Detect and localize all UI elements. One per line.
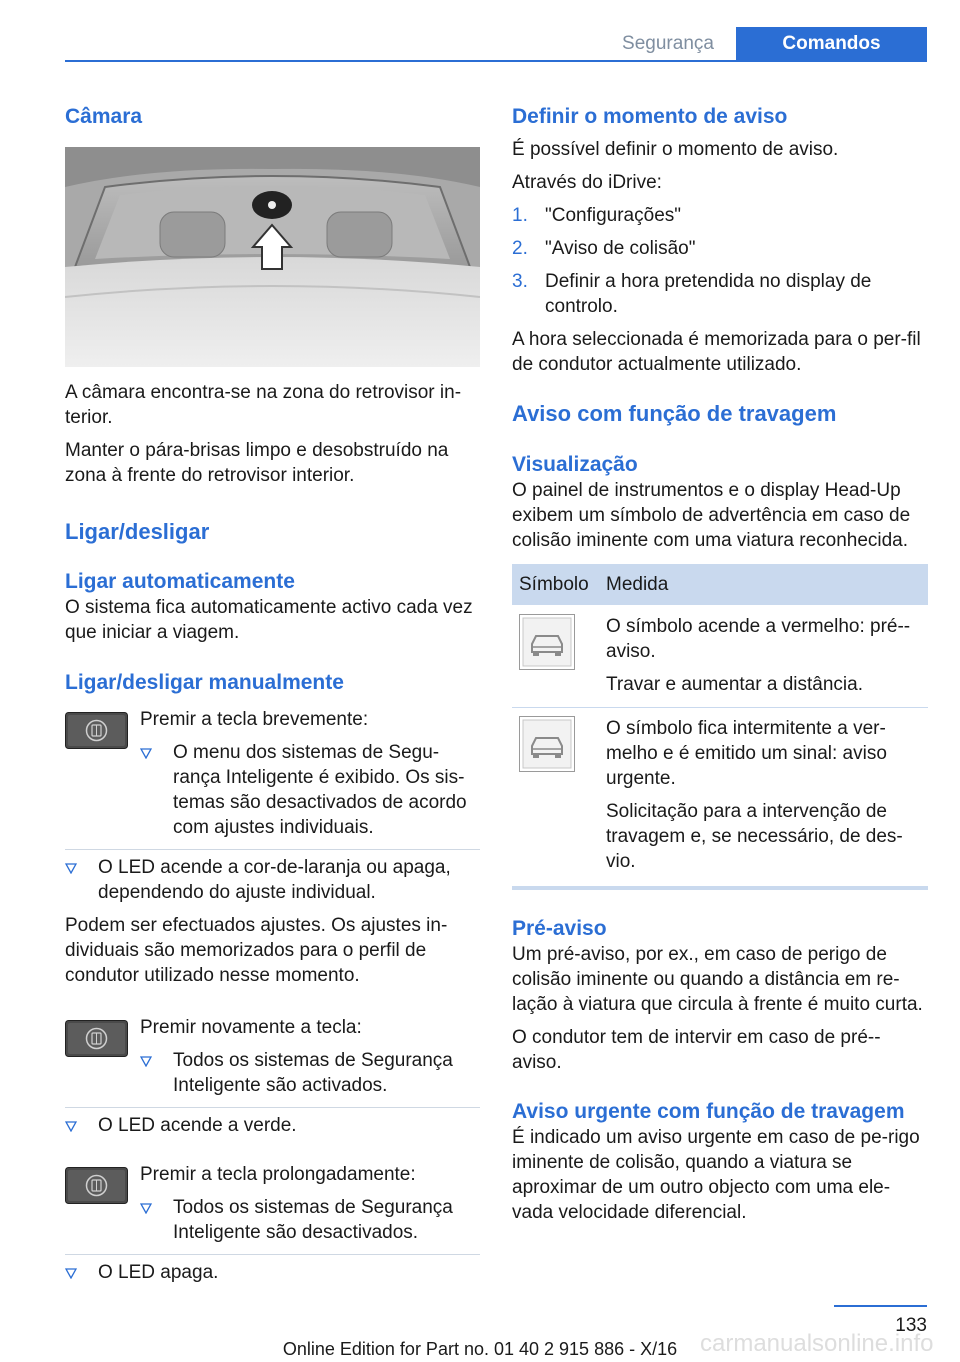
- press-long-block: [65, 1162, 480, 1245]
- safety-button-icon[interactable]: [65, 1020, 128, 1057]
- step-number: 1.: [512, 205, 528, 226]
- triangle-bullet-icon: [65, 1268, 77, 1279]
- triangle-bullet-icon: [140, 1056, 152, 1067]
- press-again-block: [65, 1015, 480, 1098]
- auto-heading: Ligar automaticamente: [65, 570, 295, 593]
- table-row: [512, 708, 928, 884]
- car-warning-icon: [519, 614, 575, 670]
- triangle-bullet-icon: [140, 748, 152, 759]
- windshield-camera-photo: [65, 147, 480, 367]
- press-long-bullet-text: Todos os sistemas de Segurança Inteligente são desactivados.: [173, 1197, 453, 1243]
- led-green-text: O LED acende a verde.: [98, 1115, 297, 1136]
- press-again-text: Premir novamente a tecla:: [140, 1017, 362, 1038]
- divider: [65, 1254, 480, 1255]
- row2-text-b: Solicitação para a intervenção de travagem e, se necessário, de des-vio.: [606, 801, 903, 872]
- press-short-bullet: [140, 740, 480, 840]
- table-row: [512, 605, 928, 707]
- triangle-bullet-icon: [65, 863, 77, 874]
- timing-text-3: A hora seleccionada é memorizada para o per-fil de condutor actualmente utilizado.: [512, 329, 921, 375]
- divider: [65, 849, 480, 850]
- step-number: 2.: [512, 238, 528, 259]
- brake-heading: Aviso com função de travagem: [512, 401, 837, 426]
- manual-heading: Ligar/desligar manualmente: [65, 671, 344, 694]
- right-column: [512, 100, 928, 1225]
- left-column: [65, 100, 480, 1285]
- page-number: 133: [895, 1315, 927, 1336]
- row1-text-a: O símbolo acende a vermelho: pré--aviso.: [606, 616, 911, 662]
- safety-button-icon[interactable]: [65, 1167, 128, 1204]
- led-orange-bullet: [65, 855, 480, 905]
- led-off-text: O LED apaga.: [98, 1262, 219, 1283]
- timing-text-2: Através do iDrive:: [512, 172, 662, 193]
- prewarn-heading: Pré-aviso: [512, 917, 607, 940]
- press-long-bullet: [140, 1195, 480, 1245]
- step-item: [512, 236, 928, 261]
- symbol-table: [512, 564, 928, 890]
- car-warning-icon: [519, 716, 575, 772]
- step-number: 3.: [512, 271, 528, 292]
- on-off-heading: Ligar/desligar: [65, 519, 210, 544]
- edition-note: Online Edition for Part no. 01 40 2 915 886 - X/16: [282, 1339, 678, 1359]
- idrive-steps: [512, 203, 928, 319]
- urgent-text: É indicado um aviso urgente em caso de pe-rigo iminente de colisão, quando a viatura se aproximar de um outro objecto com uma ele-vada velocidade diferencial.: [512, 1127, 920, 1223]
- press-long-text: Premir a tecla prolongadamente:: [140, 1164, 416, 1185]
- led-green-bullet: [65, 1113, 480, 1138]
- prewarn-text-2: O condutor tem de intervir em caso de pré--aviso.: [512, 1027, 881, 1073]
- camera-location-image: [65, 147, 480, 367]
- triangle-bullet-icon: [65, 1121, 77, 1132]
- row2-text-a: O símbolo fica intermitente a ver-melho e é emitido um sinal: aviso urgente.: [606, 718, 887, 789]
- press-again-bullet: [140, 1048, 480, 1098]
- table-bottom-rule: [512, 886, 928, 890]
- timing-heading: Definir o momento de aviso: [512, 105, 788, 128]
- footer-rule: [834, 1305, 927, 1307]
- row1-text-b: Travar e aumentar a distância.: [606, 674, 863, 695]
- step-item: [512, 203, 928, 228]
- col-symbol-header: Símbolo: [519, 574, 589, 595]
- led-orange-text: O LED acende a cor-de-laranja ou apaga, dependendo do ajuste individual.: [98, 857, 451, 903]
- safety-button-icon[interactable]: [65, 712, 128, 749]
- step-text: Definir a hora pretendida no display de controlo.: [545, 271, 872, 317]
- watermark: carmanualsonline.info: [700, 1330, 934, 1357]
- display-heading: Visualização: [512, 453, 638, 476]
- press-short-text: Premir a tecla brevemente:: [140, 709, 369, 730]
- auto-text: O sistema fica automaticamente activo cada vez que iniciar a viagem.: [65, 597, 473, 643]
- press-short-bullet-text: O menu dos sistemas de Segu-rança Inteligente é exibido. Os sis-temas são desactivados de acordo com ajustes individuais.: [173, 742, 467, 838]
- timing-text-1: É possível definir o momento de aviso.: [512, 139, 839, 160]
- display-text: O painel de instrumentos e o display Head-Up exibem um símbolo de advertência em caso de colisão iminente com uma viatura reconhecida.: [512, 480, 911, 551]
- press-short-block: [65, 707, 480, 840]
- led-off-bullet: [65, 1260, 480, 1285]
- urgent-heading: Aviso urgente com função de travagem: [512, 1100, 905, 1123]
- col-measure-header: Medida: [606, 574, 669, 595]
- divider: [65, 1107, 480, 1108]
- tab-comandos[interactable]: Comandos: [736, 27, 927, 62]
- press-again-bullet-text: Todos os sistemas de Segurança Inteligente são activados.: [173, 1050, 453, 1096]
- tab-seguranca[interactable]: Segurança: [622, 33, 714, 54]
- camera-text-1: A câmara encontra-se na zona do retrovisor in-terior.: [65, 382, 462, 428]
- settings-text: Podem ser efectuados ajustes. Os ajustes in-dividuais são memorizados para o perfil de condutor utilizado nesse momento.: [65, 915, 448, 986]
- table-header: [512, 564, 928, 605]
- camera-text-2: Manter o pára-brisas limpo e desobstruído na zona à frente do retrovisor interior.: [65, 440, 449, 486]
- step-text: "Aviso de colisão": [545, 238, 696, 259]
- step-item: [512, 269, 928, 319]
- camera-heading: Câmara: [65, 105, 143, 128]
- step-text: "Configurações": [545, 205, 682, 226]
- triangle-bullet-icon: [140, 1203, 152, 1214]
- prewarn-text-1: Um pré-aviso, por ex., em caso de perigo de colisão iminente ou quando a distância em re-lação à viatura que circula à frente é muito curta.: [512, 944, 923, 1015]
